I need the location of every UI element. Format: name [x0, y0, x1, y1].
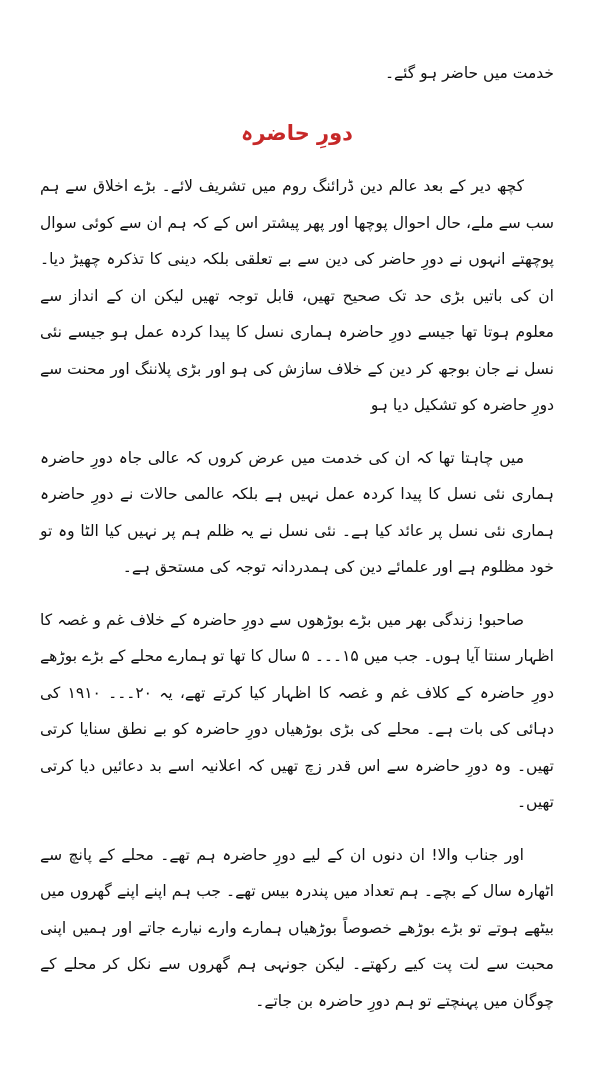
paragraph-4: اور جناب والا! ان دنوں ان کے لیے دورِ حاضرہ ہم تھے۔ محلے کے پانچ سے اٹھارہ سال کے بچے۔ ہم تعداد میں پندرہ بیس تھے۔ جب ہم اپنے اپنے گھروں میں بیٹھے ہوتے تو بڑے بوڑھے خصوصاً بوڑھیاں ہمارے وارے نیارے جاتے اور ہمیں اپنی محبت سے لت پت کیے رکھتے۔ لیکن جونہی ہم گھروں سے نکل کر محلے کے چوگان میں پہنچتے تو ہم دورِ حاضرہ بن جاتے۔: [40, 845, 554, 1010]
intro-line: خدمت میں حاضر ہو گئے۔: [384, 64, 554, 82]
section-heading: دورِ حاضرہ: [241, 121, 353, 145]
document-page: [40, 0, 554, 1080]
body-text: [40, 168, 554, 1035]
paragraph-1: کچھ دیر کے بعد عالم دین ڈرائنگ روم میں تشریف لائے۔ بڑے اخلاق سے ہم سب سے ملے، حال احوال پوچھا اور پھر پیشتر اس کے کہ ہم ان سے کوئی سوال پوچھتے انہوں نے دورِ حاضر کی دین سے بے تعلقی بلکہ دینی کا تذکرہ چھیڑ دیا۔ ان کی باتیں بڑی حد تک صحیح تھیں، قابل توجہ تھیں لیکن ان کے انداز سے معلوم ہوتا تھا جیسے دورِ حاضرہ ہماری نسل کا پیدا کردہ عمل ہو جیسے نئی نسل نے جان بوجھ کر دین کے خلاف سازش کی ہو اور بڑی پلاننگ اور محنت سے دورِ حاضرہ کو تشکیل دیا ہو: [40, 177, 554, 414]
paragraph-2: میں چاہتا تھا کہ ان کی خدمت میں عرض کروں کہ عالی جاہ دورِ حاضرہ ہماری نئی نسل کا پیدا کردہ عمل نہیں ہے بلکہ عالمی حالات نے دورِ حاضرہ ہماری نئی نسل پر عائد کیا ہے۔ نئی نسل نے یہ ظلم ہم پر نہیں کیا الٹا وہ تو خود مظلوم ہے اور علمائے دین کی ہمدردانہ توجہ کی مستحق ہے۔: [40, 448, 554, 576]
paragraph-3: صاحبو! زندگی بھر میں بڑے بوڑھوں سے دورِ حاضرہ کے خلاف غم و غصہ کا اظہار سنتا آیا ہوں۔ جب میں ۱۵۔۔۔ ۵ سال کا تھا تو ہمارے محلے کے بڑے بوڑھے دورِ حاضرہ کے کلاف غم و غصہ کا اظہار کیا کرتے تھے، یہ ۲۰۔۔۔ ۱۹۱۰ کی دہائی کی بات ہے۔ محلے کی بڑی بوڑھیاں دورِ حاضرہ کو بے نطق سنایا کرتی تھیں۔ وہ دورِ حاضرہ سے اس قدر زچ تھیں کہ اعلانیہ اسے بد دعائیں دیا کرتی تھیں۔: [40, 610, 554, 811]
